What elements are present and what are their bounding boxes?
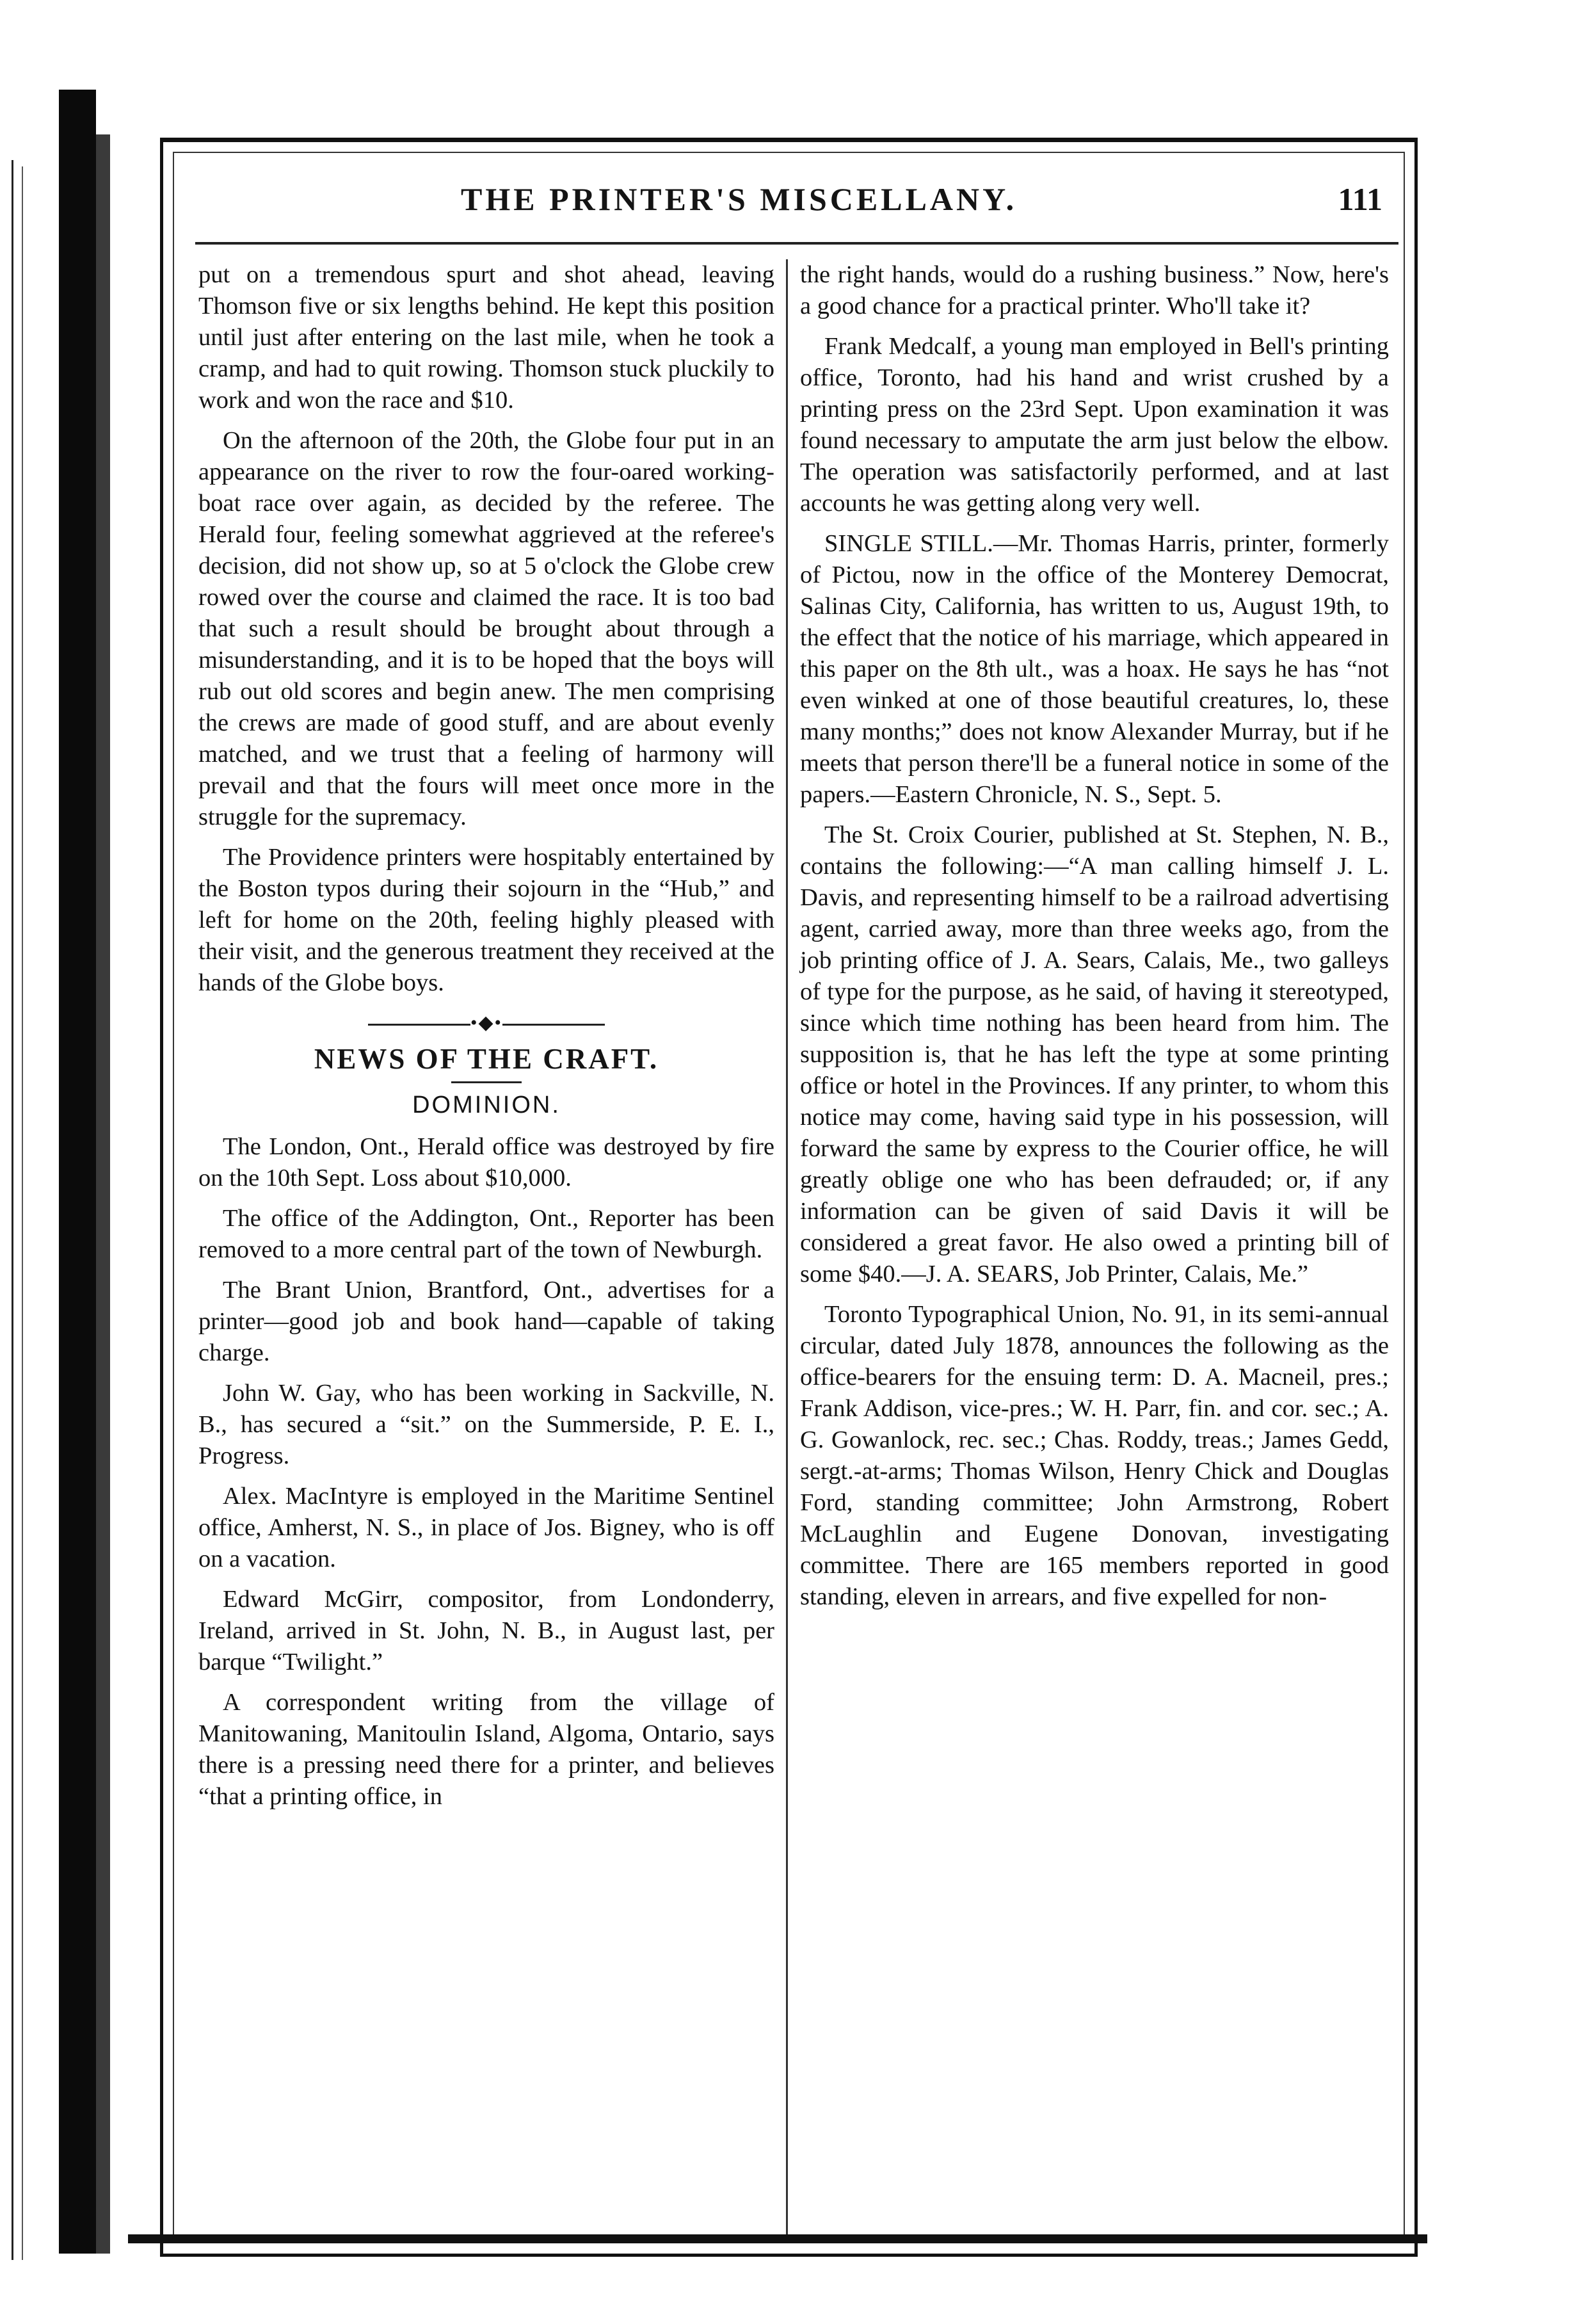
short-rule <box>451 1081 522 1083</box>
news-item: SINGLE STILL.—Mr. Thomas Harris, printer, formerly of Pictou, now in the office of the Monterey Democrat, Salinas City, California, has written to us, August 19th, to the effect that the notice of his marriage, which appeared in this paper on the 8th ult., was a hoax. He says he has “not even winked at one of those beautiful creatures, lo, these many months;” does not know Alexander Murray, but if he meets that person there'll be a funeral notice in some of the papers.—Eastern Chronicle, N. S., Sept. 5. <box>800 530 1389 808</box>
binding-shadow <box>59 90 96 2254</box>
left-column <box>198 259 774 1821</box>
column-divider <box>786 259 788 2234</box>
page-edge-line <box>12 160 13 2260</box>
right-column <box>800 259 1389 1622</box>
news-item: The St. Croix Courier, published at St. Stephen, N. B., contains the following:—“A man calling himself J. L. Davis, and representing himself to be a railroad advertising agent, carried away, more than three weeks ago, from the job printing office of J. A. Sears, Calais, Me., two galleys of type for the purpose, as he said, of having it stereotyped, since which time nothing has been heard from him. The supposition is, that he has left the type at some printing office or hotel in the Provinces. If any printer, to whom this notice may come, having said type in his possession, will forward the same by express to the Courier office, he will greatly oblige one who has been defrauded; or, if any information can be given of said Davis it will be considered a great favor. He also owed a printing bill of some $40.—J. A. SEARS, Job Printer, Calais, Me.” <box>800 821 1389 1287</box>
paragraph: the right hands, would do a rushing business.” Now, here's a good chance for a practical printer. Who'll take it? <box>800 261 1389 319</box>
news-item: Alex. MacIntyre is employed in the Maritime Sentinel office, Amherst, N. S., in place of Jos. Bigney, who is off on a vacation. <box>198 1483 774 1572</box>
paragraph: put on a tremendous spurt and shot ahead, leaving Thomson five or six lengths behind. He kept this position until just after entering on the last mile, when he took a cramp, and had to quit rowing. Thomson stuck pluckily to work and won the race and $10. <box>198 261 774 414</box>
section-ornament: •◆• <box>198 1010 774 1036</box>
header-rule <box>195 242 1398 245</box>
running-title: THE PRINTER'S MISCELLANY. <box>461 181 1018 217</box>
page-header <box>192 181 1389 225</box>
binding-shadow <box>96 134 110 2254</box>
bottom-rule <box>128 2234 1427 2243</box>
page-edge-line <box>22 166 23 2260</box>
news-item: Toronto Typographical Union, No. 91, in its semi-annual circular, dated July 1878, announces the following as the office-bearers for the ensuing term: D. A. Macneil, pres.; Frank Addison, vice-pres.; W. H. Parr, fin. and cor. sec.; A. G. Gowanlock, rec. sec.; Chas. Roddy, treas.; James Gedd, sergt.-at-arms; Thomas Wilson, Henry Chick and Douglas Ford, standing committee; John Armstrong, Robert McLaughlin and Eugene Donovan, investigating committee. There are 165 members reported in good standing, eleven in arrears, and five expelled for non- <box>800 1301 1389 1610</box>
news-item: The Brant Union, Brantford, Ont., advertises for a printer—good job and book hand—capable of taking charge. <box>198 1277 774 1366</box>
subsection-title: DOMINION. <box>412 1092 561 1118</box>
page-number: 111 <box>1338 181 1382 217</box>
paragraph: On the afternoon of the 20th, the Globe four put in an appearance on the river to row the four-oared working-boat race over again, as decided by the referee. The Herald four, feeling somewhat aggrieved at the referee's decision, did not show up, so at 5 o'clock the Globe crew rowed over the course and claimed the race. It is too bad that such a result should be brought about through a misunderstanding, and it is to be hoped that the boys will rub out old scores and begin anew. The men comprising the crews are made of good stuff, and are about evenly matched, and we trust that a feeling of harmony will prevail and that the fours will meet once more in the struggle for the supremacy. <box>198 427 774 830</box>
news-item: Edward McGirr, compositor, from Londonderry, Ireland, arrived in St. John, N. B., in August last, per barque “Twilight.” <box>198 1586 774 1675</box>
news-item: John W. Gay, who has been working in Sackville, N. B., has secured a “sit.” on the Summerside, P. E. I., Progress. <box>198 1380 774 1469</box>
paragraph: The Providence printers were hospitably entertained by the Boston typos during their sojourn in the “Hub,” and left for home on the 20th, feeling highly pleased with their visit, and the generous treatment they received at the hands of the Globe boys. <box>198 844 774 996</box>
news-item: The office of the Addington, Ont., Reporter has been removed to a more central part of the town of Newburgh. <box>198 1205 774 1263</box>
news-item: The London, Ont., Herald office was destroyed by fire on the 10th Sept. Loss about $10,000. <box>198 1133 774 1191</box>
section-title: NEWS OF THE CRAFT. <box>314 1043 659 1075</box>
news-item: Frank Medcalf, a young man employed in Bell's printing office, Toronto, had his hand and wrist crushed by a printing press on the 23rd Sept. Upon examination it was found necessary to amputate the arm just below the elbow. The operation was satisfactorily performed, and at last accounts he was getting along very well. <box>800 333 1389 517</box>
news-item: A correspondent writing from the village of Manitowaning, Manitoulin Island, Algoma, Ontario, says there is a pressing need there for a printer, and believes “that a printing office, in <box>198 1689 774 1810</box>
